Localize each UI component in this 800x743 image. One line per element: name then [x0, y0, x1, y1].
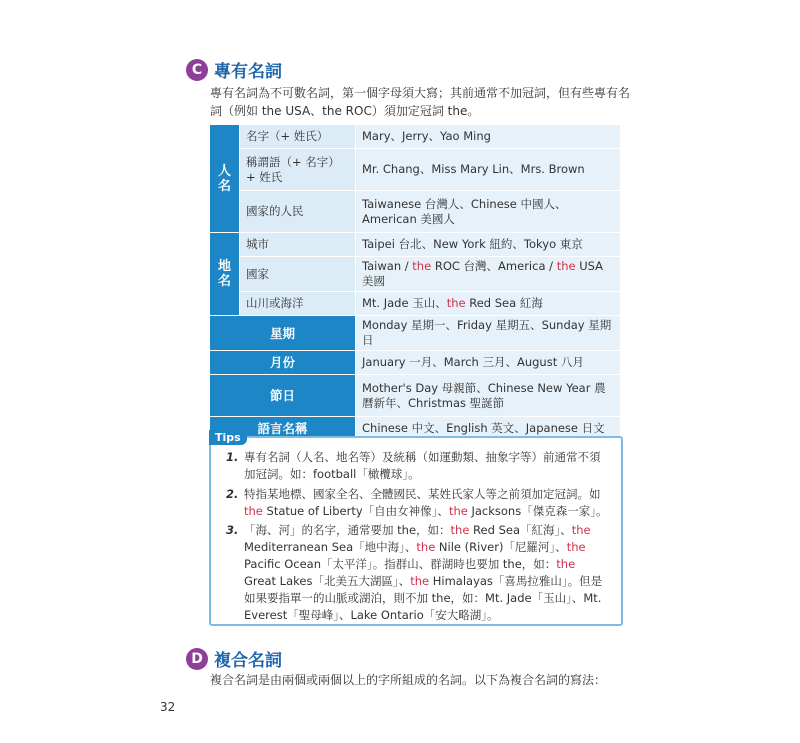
section-c-title: 專有名詞: [214, 62, 282, 82]
row-category: 國家: [240, 257, 356, 292]
section-c-badge: C: [186, 59, 208, 81]
table-row: [210, 191, 621, 233]
intro-paragraph: 專有名詞為不可數名詞，第一個字母須大寫；其前通常不加冠詞，但有些專有名詞（例如 the USA、the ROC）須加定冠詞 the。: [210, 86, 631, 118]
row-examples: January 一月、March 三月、August 八月: [356, 351, 621, 375]
group-label-place: 地名: [210, 233, 240, 316]
row-category: 名字（+ 姓氏）: [240, 125, 356, 149]
section-d-badge: D: [186, 648, 208, 670]
table-row: [210, 375, 621, 417]
row-category: 城市: [240, 233, 356, 257]
row-category: 星期: [210, 316, 356, 351]
row-category: 山川或海洋: [240, 292, 356, 316]
row-category: 語言名稱: [210, 417, 356, 441]
row-category: 節日: [210, 375, 356, 417]
tip-3: 3. 「海、河」的名字，通常要加 the，如：the Red Sea「紅海」、the Mediterranean Sea「地中海」、the Nile (River)「尼羅河」、the Pacific Ocean「太平洋」。指群山、群湖時也要加 the，如：the Great Lakes「北美五大湖區」、the Himalayas「喜馬拉雅山」。但是如果要指單一的山脈或湖泊，則不加 the，如：Mt. Jade「玉山」、Mt. Everest「聖母峰」、Lake Ontario「安大略湖」。: [226, 523, 603, 622]
table-row: [210, 233, 621, 257]
page-number: 32: [160, 700, 176, 714]
section-d-title: 複合名詞: [214, 651, 282, 671]
outro-paragraph: 複合名詞是由兩個或兩個以上的字所組成的名詞。以下為複合名詞的寫法：: [210, 673, 607, 687]
row-examples: Mother's Day 母親節、Chinese New Year 農曆新年、Christmas 聖誕節: [356, 375, 621, 417]
table-row: [210, 257, 621, 292]
row-category: 國家的人民: [240, 191, 356, 233]
group-label-person: 人名: [210, 125, 240, 233]
row-examples: Chinese 中文、English 英文、Japanese 日文: [356, 417, 621, 441]
tip-1: 1. 專有名詞（人名、地名等）及統稱（如運動類、抽象字等）前通常不須加冠詞。如：football「橄欖球」。: [226, 450, 601, 481]
section-c-heading: [186, 57, 282, 82]
row-examples: Monday 星期一、Friday 星期五、Sunday 星期日: [356, 316, 621, 351]
tip-2: 2. 特指某地標、國家全名、全體國民、某姓氏家人等之前須加定冠詞。如 the Statue of Liberty「自由女神像」、the Jacksons「傑克森一家」。: [226, 487, 608, 518]
row-examples: Taiwanese 台灣人、Chinese 中國人、American 美國人: [356, 191, 621, 233]
tips-label: Tips: [209, 430, 247, 445]
row-examples: Taipei 台北、New York 紐約、Tokyo 東京: [356, 233, 621, 257]
row-examples: Taiwan / the ROC 台灣、America / the USA 美國: [356, 257, 621, 292]
section-d-heading: [186, 646, 282, 671]
row-examples: Mt. Jade 玉山、the Red Sea 紅海: [356, 292, 621, 316]
table-row: [210, 292, 621, 316]
row-category: 稱謂語（+ 名字）+ 姓氏: [240, 149, 356, 191]
table-row: [210, 351, 621, 375]
table-row: [210, 125, 621, 149]
row-examples: Mary、Jerry、Yao Ming: [356, 125, 621, 149]
row-examples: Mr. Chang、Miss Mary Lin、Mrs. Brown: [356, 149, 621, 191]
proper-noun-table: [209, 124, 621, 441]
row-category: 月份: [210, 351, 356, 375]
table-row: [210, 149, 621, 191]
table-row: [210, 316, 621, 351]
